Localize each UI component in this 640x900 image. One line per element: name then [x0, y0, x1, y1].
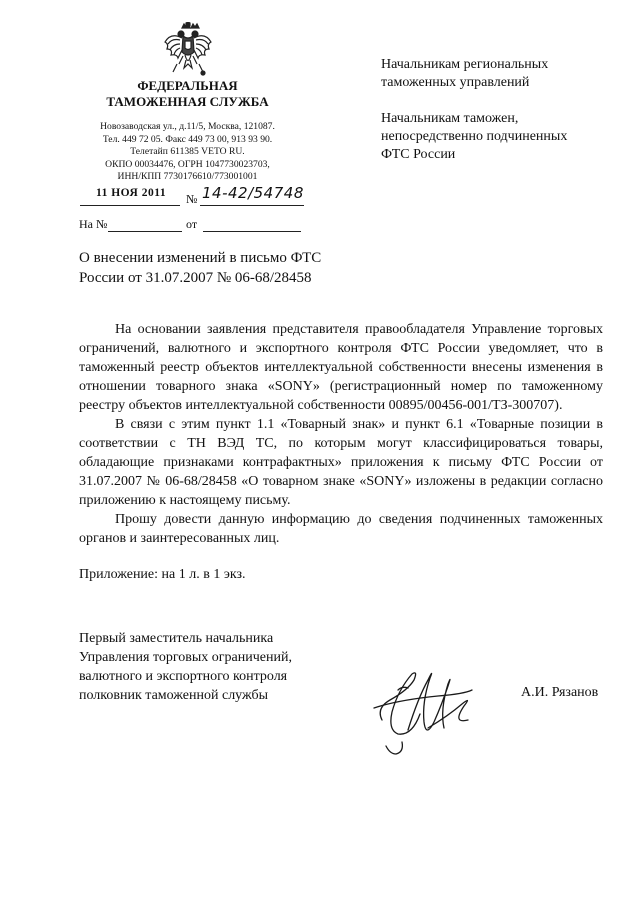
subject-line-2: России от 31.07.2007 № 06-68/28458 [79, 270, 312, 286]
registration-date-stamp: 11 НОЯ 2011 [96, 187, 167, 199]
sender-codes-okpo: ОКПО 00034476, ОГРН 1047730023703, [105, 158, 270, 170]
registration-number-label: № [186, 192, 198, 206]
registration-number-underline [200, 205, 304, 206]
recipient-spacer [381, 92, 621, 110]
annex-note: Приложение: на 1 л. в 1 экз. [79, 567, 246, 582]
recipient-line-1: Начальникам региональных [381, 57, 549, 72]
sender-contact-details [70, 121, 305, 184]
registration-number: 14-42/54748 [202, 184, 304, 202]
reference-number-blank [108, 231, 182, 232]
sender-codes-inn: ИНН/КПП 7730176610/773001001 [117, 171, 258, 183]
recipient-line-5: ФТС России [381, 147, 456, 162]
signatory-line-1: Первый заместитель начальника [79, 631, 274, 646]
recipient-line-3: Начальникам таможен, [381, 111, 519, 126]
body-paragraph-2: В связи с этим пункт 1.1 «Товарный знак» и пункт 6.1 «Товарные позиции в соответствии с ТН ВЭД ТС, по которым могут классифицироваться товары, обладающие признаками контрафактных» приложения к письму ФТС России от 31.07.2007 № 06-68/28458 «О товарном знаке «SONY» изложены в редакции согласно приложению к настоящему письму. [79, 417, 603, 508]
signatory-line-4: полковник таможенной службы [79, 688, 269, 703]
org-name-line-2: ТАМОЖЕННАЯ СЛУЖБА [106, 94, 269, 109]
reference-date-label: от [186, 217, 198, 231]
body-paragraph-3: Прошу довести данную информацию до сведения подчиненных таможенных органов и заинтересованных лиц. [79, 512, 603, 546]
sender-teletype: Телетайп 611385 VETO RU. [130, 146, 245, 158]
reference-number-label: На № [79, 217, 108, 231]
state-emblem-icon [163, 22, 213, 78]
recipient-line-2: таможенных управлений [381, 75, 530, 90]
signatory-line-2: Управления торговых ограничений, [79, 650, 292, 665]
org-name-line-1: ФЕДЕРАЛЬНАЯ [137, 78, 238, 93]
body-paragraph-1: На основании заявления представителя правообладателя Управление торговых ограничений, валютного и экспортного контроля ФТС России уведомляет, что в таможенный реестр объектов интеллектуальной собственности внесены изменения в отношении товарного знака «SONY» (регистрационный номер по таможенному реестру объектов интеллектуальной собственности 00895/00456-001/ТЗ-300707). [79, 322, 603, 413]
handwritten-signature [368, 650, 498, 760]
letter-subject [79, 248, 349, 288]
signer-name: А.И. Рязанов [521, 685, 599, 700]
sender-phone-fax: Тел. 449 72 05. Факс 449 73 00, 913 93 90. [102, 133, 273, 145]
reference-date-blank [203, 231, 301, 232]
signatory-line-3: валютного и экспортного контроля [79, 669, 288, 684]
signatory-title [79, 629, 359, 705]
sender-address: Новозаводская ул., д.11/5, Москва, 121087. [100, 121, 275, 132]
subject-line-1: О внесении изменений в письмо ФТС [79, 250, 322, 266]
letter-body [79, 320, 603, 548]
recipients-block [381, 56, 621, 164]
registration-date-underline [80, 205, 180, 206]
sender-organization-name [60, 78, 315, 110]
recipient-line-4: непосредственно подчиненных [381, 129, 568, 144]
